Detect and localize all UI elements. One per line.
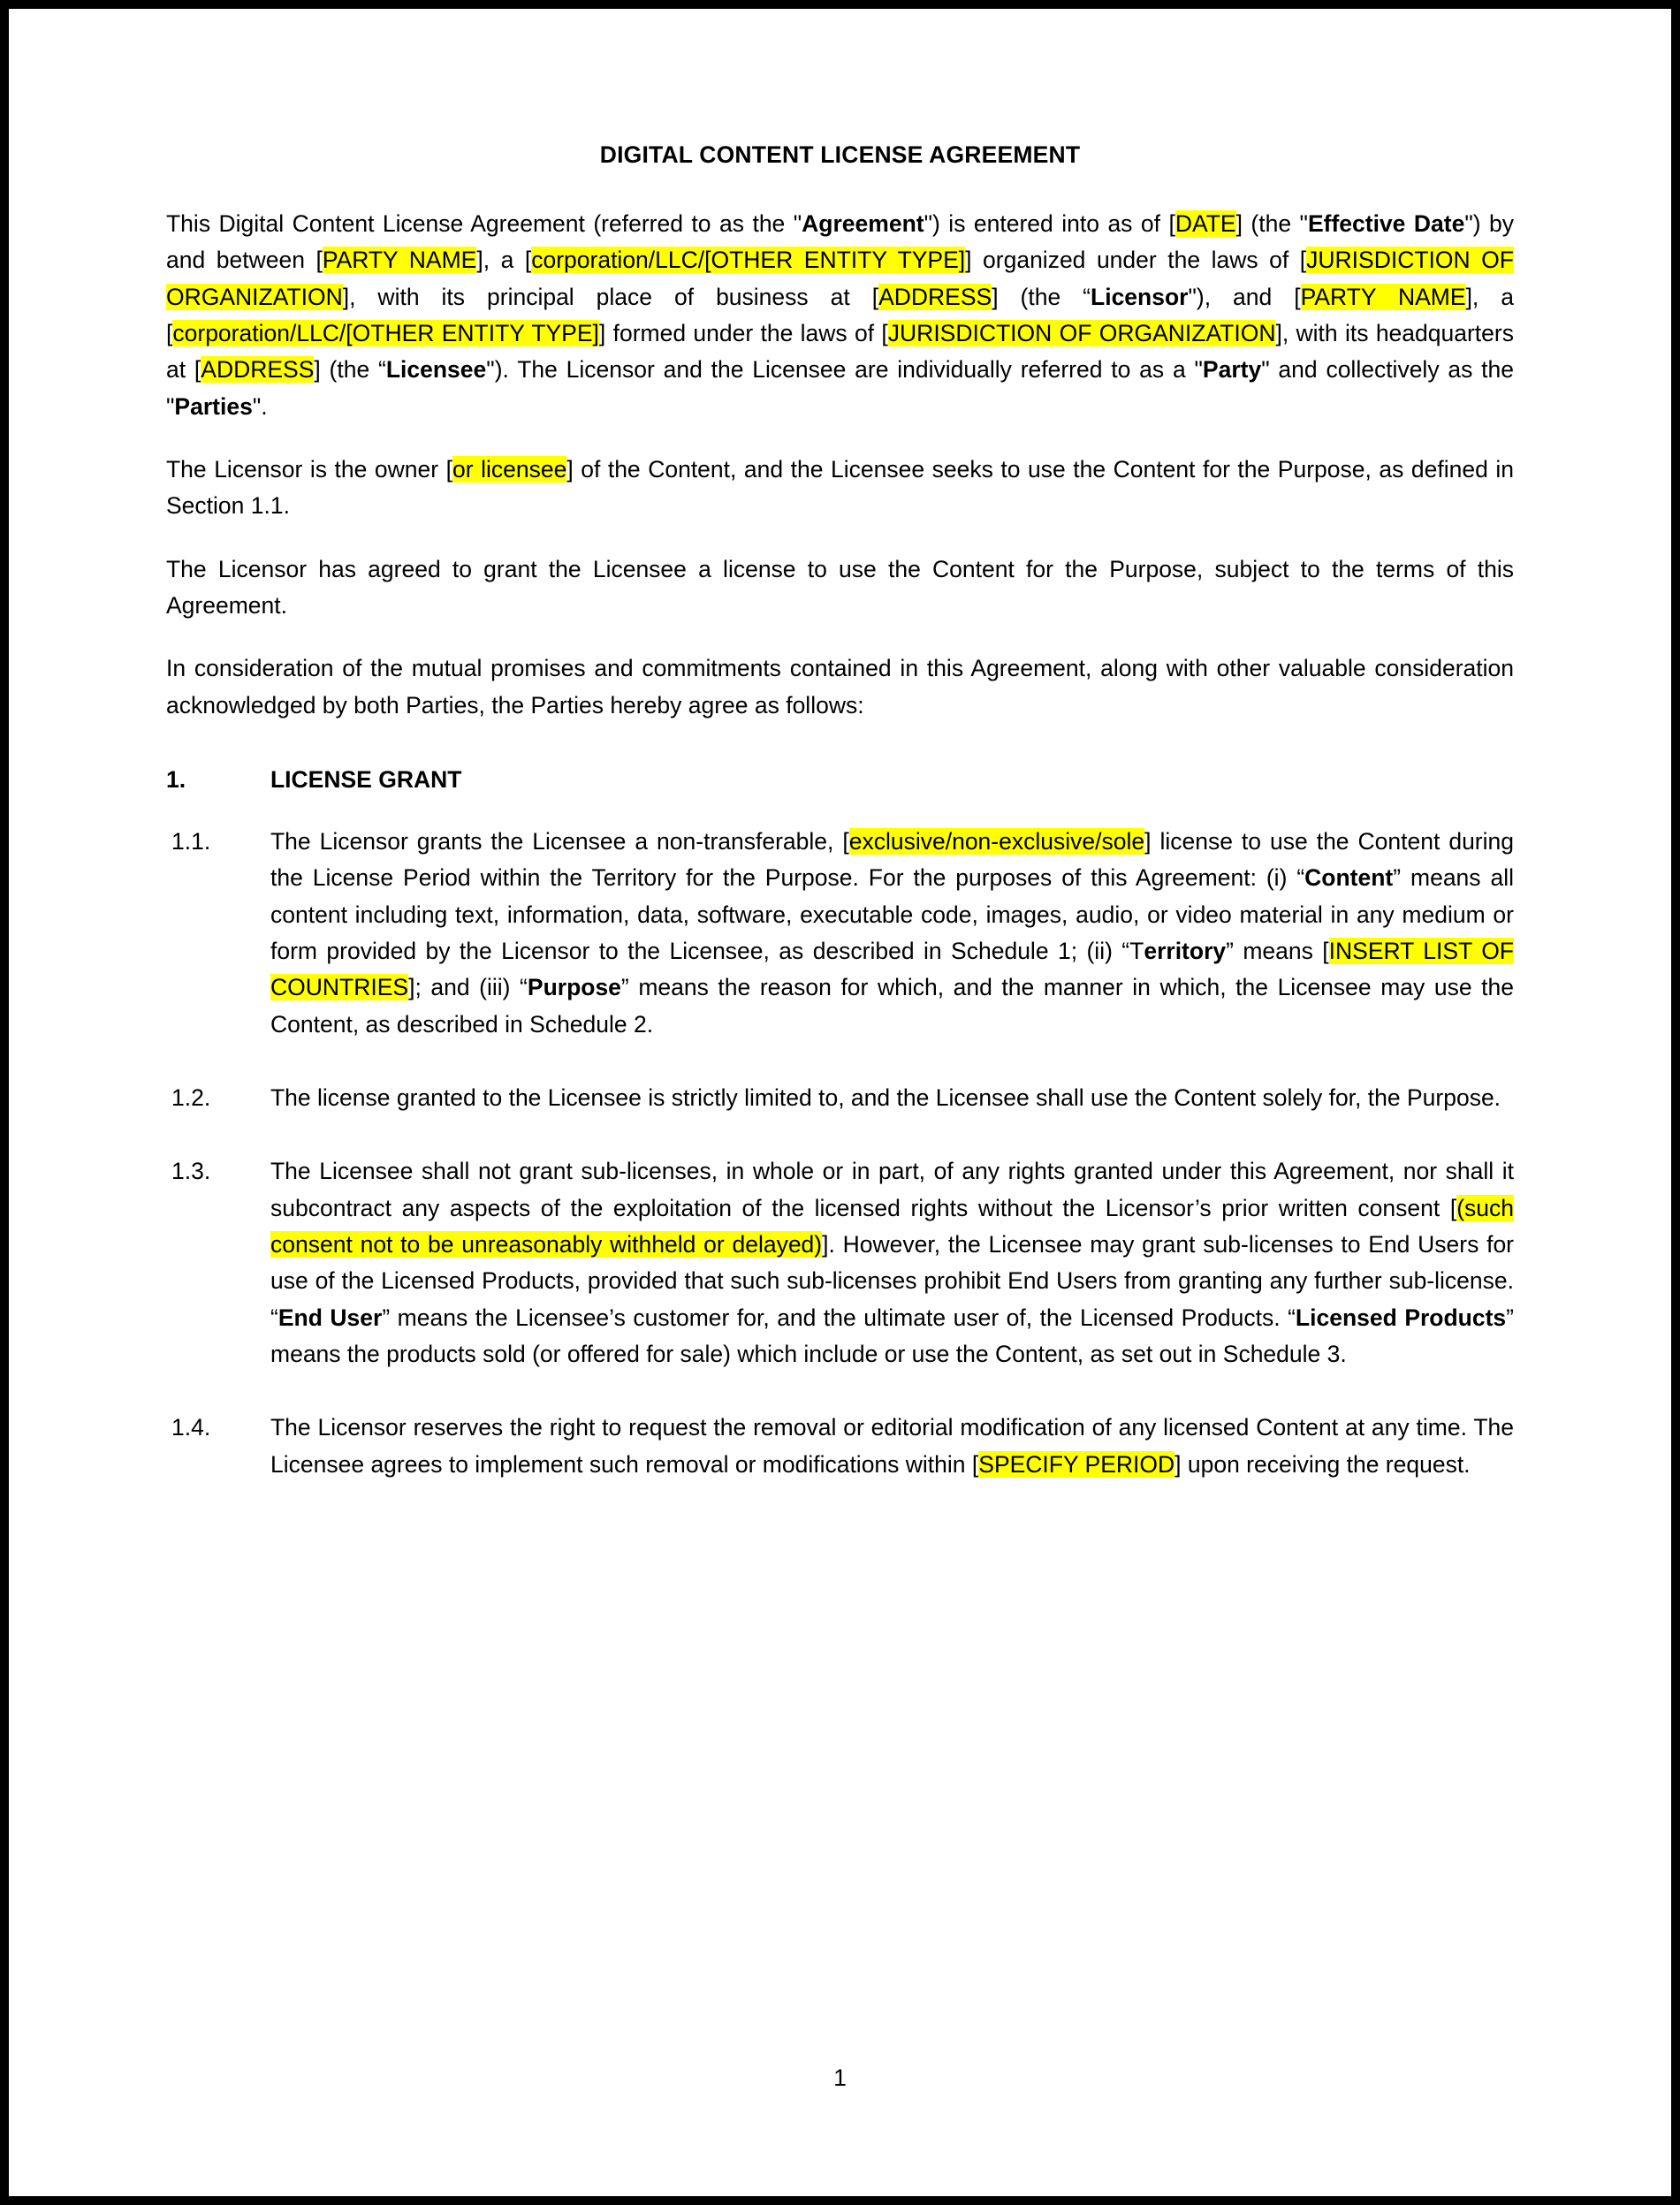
text-run: ], with its principal place of business at [ <box>342 283 879 310</box>
text-run: ], a [ <box>476 247 532 274</box>
bold-run: Party <box>1202 356 1262 384</box>
section-heading-1 <box>166 766 1514 794</box>
text-run: ]; and (iii) “ <box>408 974 528 1001</box>
text-run: ] organized under the laws of [ <box>965 247 1307 274</box>
page-title: DIGITAL CONTENT LICENSE AGREEMENT <box>599 141 1081 168</box>
text-run: ". <box>252 392 268 420</box>
text-run: ] (the “ <box>992 283 1091 310</box>
text-run: ] formed under the laws of [ <box>598 319 888 346</box>
bold-run: End User <box>277 1304 383 1331</box>
text-run: This Digital Content License Agreement (referred to as the " <box>166 210 802 237</box>
bold-run: Licensor <box>1091 283 1189 310</box>
bold-run: Licensed Products <box>1295 1304 1507 1331</box>
clause-number: 1.2. <box>171 1083 211 1111</box>
text-run: ] (the " <box>1235 210 1308 237</box>
bold-run: Agreement <box>802 210 924 237</box>
bold-run: Purpose <box>527 974 621 1001</box>
text-run: ] of the Content, and the Licensee seeks to use the Content for the Purpose, as defined in Section 1.1. <box>166 455 1514 520</box>
bold-run: erritory <box>1144 937 1227 964</box>
text-run: "). The Licensor and the Licensee are individually referred to as a " <box>486 356 1203 384</box>
section-number: 1. <box>166 765 186 793</box>
text-run: ] license to use the Content during the License Period within the Territory for the Purpose. For the purposes of this Agreement: (i) “ <box>270 827 1514 892</box>
clause-number: 1.4. <box>171 1414 211 1441</box>
text-run: The Licensor has agreed to grant the Licensee a license to use the Content for the Purpose, subject to the terms of this Agreement. <box>166 555 1514 619</box>
section-title: LICENSE GRANT <box>270 765 462 793</box>
clause-1-3 <box>166 1153 1514 1372</box>
text-run: ” means all content including text, information, data, software, executable code, images, audio, or video material in any medium or form provided by the Licensor to the Licensee, as described in Schedule 1; (ii) “T <box>270 864 1514 964</box>
placeholder-highlight: ADDRESS <box>201 356 315 384</box>
text-run: The Licensee shall not grant sub-licenses, in whole or in part, of any rights granted under this Agreement, nor shall it subcontract any aspects of the exploitation of the licensed rights without the Licensor’s prior written consent [ <box>270 1158 1514 1221</box>
intro-paragraph-1 <box>166 206 1514 425</box>
text-run: ") by and between [ <box>166 210 1514 274</box>
placeholder-highlight: PARTY NAME <box>1300 283 1466 310</box>
text-run: ") is entered into as of [ <box>924 210 1175 237</box>
placeholder-highlight: or licensee <box>452 455 567 483</box>
intro-paragraph-2 <box>166 452 1514 525</box>
clause-1-4 <box>166 1410 1514 1483</box>
bold-run: Effective Date <box>1307 210 1465 237</box>
placeholder-highlight: JURISDICTION OF ORGANIZATION <box>887 319 1276 346</box>
page-sheet <box>9 9 1671 2196</box>
placeholder-highlight: DATE <box>1174 210 1236 237</box>
clause-body <box>270 1153 1514 1372</box>
placeholder-highlight: corporation/LLC/[OTHER ENTITY TYPE] <box>172 319 599 346</box>
text-run: ]. However, the Licensee may grant sub-licenses to End Users for use of the Licensed Products, provided that such sub-licenses prohibit End Users from granting any further sub-license. “ <box>270 1230 1515 1331</box>
clause-body <box>270 1410 1514 1483</box>
clause-number: 1.3. <box>171 1158 211 1185</box>
text-run: The license granted to the Licensee is strictly limited to, and the Licensee shall use the Content solely for, the Purpose. <box>270 1083 1501 1111</box>
clause-1-1 <box>166 824 1514 1043</box>
text-run: ” means the reason for which, and the manner in which, the Licensee may use the Content, as described in Schedule 2. <box>270 974 1514 1038</box>
text-run: ] (the “ <box>314 356 386 384</box>
text-run: The Licensor is the owner [ <box>166 455 452 483</box>
text-run: ” means the Licensee’s customer for, and the ultimate user of, the Licensed Products. “ <box>382 1304 1296 1331</box>
page-number: 1 <box>833 2064 847 2091</box>
bold-run: Parties <box>174 392 253 420</box>
text-run: ] upon receiving the request. <box>1174 1450 1471 1478</box>
text-run: The Licensor grants the Licensee a non-transferable, [ <box>270 827 849 855</box>
placeholder-highlight: corporation/LLC/[OTHER ENTITY TYPE] <box>531 247 966 274</box>
placeholder-highlight: ADDRESS <box>878 283 992 310</box>
text-run: ” means the products sold (or offered for sale) which include or use the Content, as set out in Schedule 3. <box>270 1304 1514 1367</box>
placeholder-highlight: (such consent not to be unreasonably withheld or delayed) <box>270 1194 1514 1258</box>
text-run: In consideration of the mutual promises and commitments contained in this Agreement, along with other valuable consideration acknowledged by both Parties, the Parties hereby agree as follows: <box>166 655 1514 719</box>
text-run: The Licensor reserves the right to request the removal or editorial modification of any licensed Content at any time. The Licensee agrees to implement such removal or modifications within [ <box>270 1414 1514 1478</box>
text-run: ], with its headquarters at [ <box>166 319 1514 384</box>
bold-run: Content <box>1304 864 1394 892</box>
text-run: " and collectively as the " <box>166 356 1514 420</box>
clause-1-2 <box>166 1080 1514 1116</box>
placeholder-highlight: PARTY NAME <box>322 247 477 274</box>
clause-number: 1.1. <box>171 827 211 855</box>
placeholder-highlight: exclusive/non-exclusive/sole <box>848 827 1145 855</box>
text-run: "), and [ <box>1188 283 1301 310</box>
clause-body <box>270 824 1514 1043</box>
placeholder-highlight: INSERT LIST OF COUNTRIES <box>270 937 1514 1001</box>
placeholder-highlight: JURISDICTION OF ORGANIZATION <box>166 247 1514 310</box>
bold-run: Licensee <box>385 356 487 384</box>
text-run: ], a [ <box>166 283 1514 346</box>
placeholder-highlight: SPECIFY PERIOD <box>978 1450 1175 1478</box>
intro-paragraph-3 <box>166 551 1514 625</box>
clause-body <box>270 1080 1514 1116</box>
text-run: ” means [ <box>1226 937 1329 964</box>
intro-paragraph-4 <box>166 650 1514 724</box>
